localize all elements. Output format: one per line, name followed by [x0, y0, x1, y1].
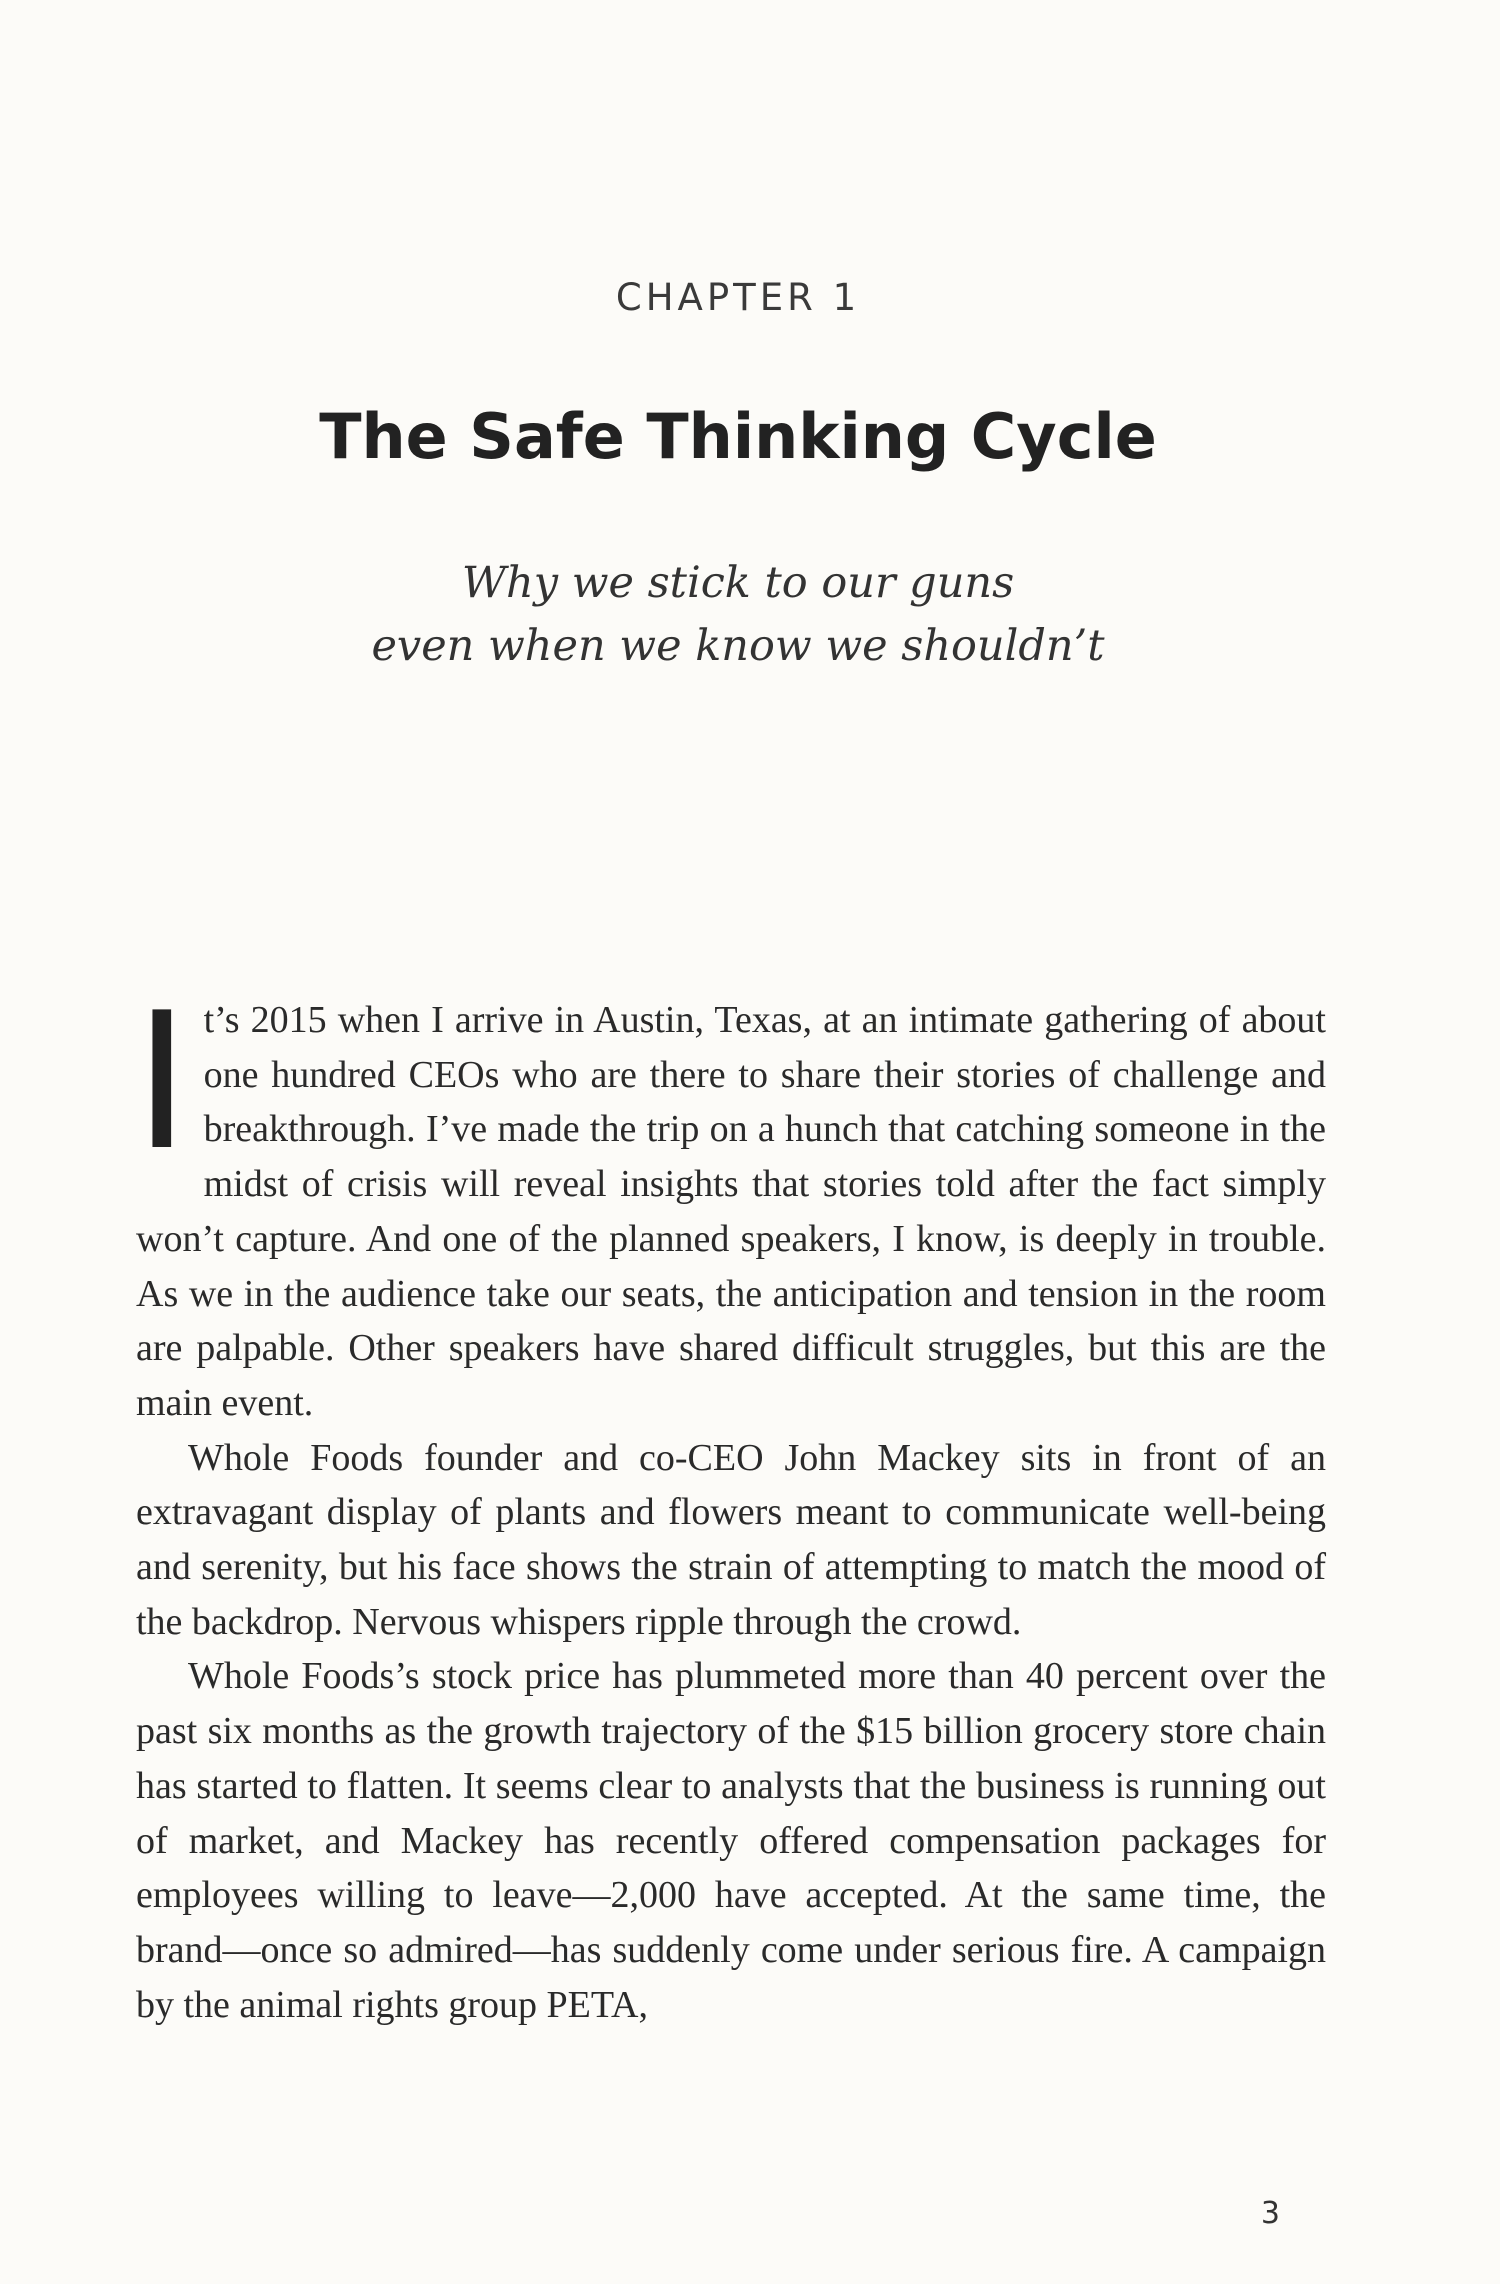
- paragraph-3: Whole Foods’s stock price has plummeted more than 40 percent over the past six months as the growth trajectory of the $15 billion grocery store chain has started to flatten. It seems clear to analysts that the business is running out of market, and Mackey has recently offered compensation packages for employees willing to leave—2,000 have accepted. At the same time, the brand—once so admired—has suddenly come under serious fire. A campaign by the animal rights group PETA,: [136, 1655, 1326, 2026]
- paragraph-2: Whole Foods founder and co-CEO John Mackey sits in front of an extravagant display of plants and flowers meant to communicate well-being and serenity, but his face shows the strain of attempting to match the mood of the backdrop. Nervous whispers ripple through the crowd.: [136, 1436, 1326, 1643]
- subtitle-line-1: Why we stick to our guns: [461, 558, 1015, 608]
- body-text: [134, 967, 1326, 2032]
- chapter-label: CHAPTER 1: [615, 276, 861, 319]
- chapter-subtitle: [0, 552, 1476, 678]
- subtitle-line-2: even when we know we shouldn’t: [371, 621, 1105, 671]
- paragraph-1: [134, 967, 1326, 1431]
- chapter-title: The Safe Thinking Cycle: [319, 400, 1157, 473]
- drop-cap: I: [134, 967, 190, 1190]
- page-number: 3: [1260, 2196, 1280, 2231]
- paragraph-1-text: t’s 2015 when I arrive in Austin, Texas, at an intimate gathering of about one hundred CEOs who are there to share their stories of challenge and breakthrough. I’ve made the trip on a hunch that catching someone in the midst of crisis will reveal insights that stories told after the fact simply won’t capture. And one of the planned speakers, I know, is deeply in trouble. As we in the audience take our seats, the anticipation and tension in the room are palpable. Other speakers have shared difficult struggles, but this are the main event.: [136, 999, 1326, 1424]
